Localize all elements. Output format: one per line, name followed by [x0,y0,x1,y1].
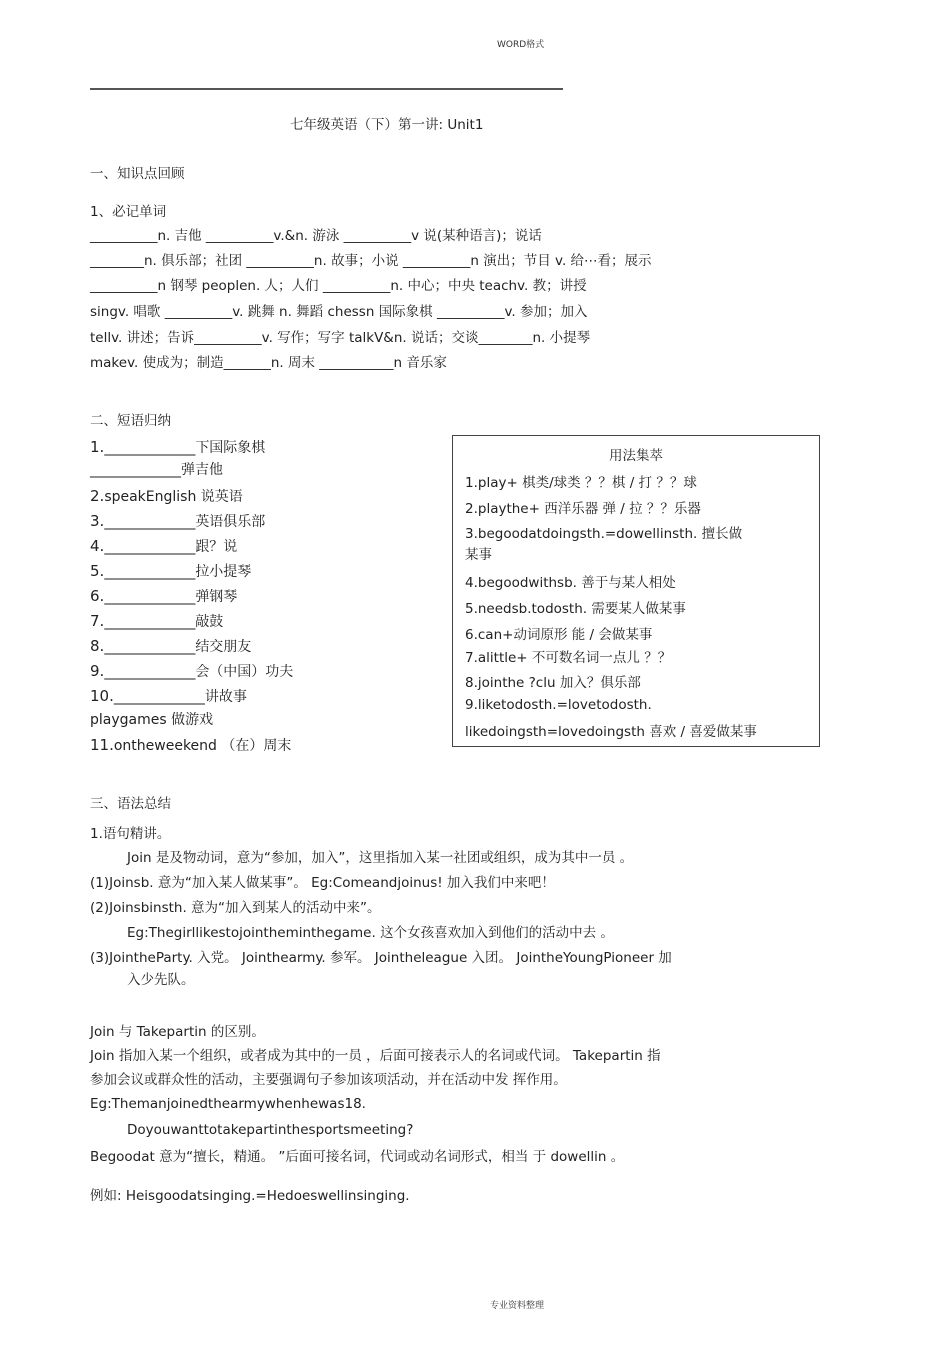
grammar-line: 1.语句精讲。 [90,826,171,842]
usage-line: 5.needsb.todosth. 需要某人做某事 [465,601,686,617]
usage-line: 4.begoodwithsb. 善于与某人相处 [465,575,676,591]
grammar-line: Eg:Themanjoinedthearmywhenhewas18. [90,1096,366,1112]
vocab-line: ________n. 俱乐部；社团 __________n. 故事；小说 __________n 演出；节目 v. 给⋯看；展示 [90,253,652,269]
page-title: 七年级英语（下）第一讲: Unit1 [290,117,484,133]
phrase-text: _____________结交朋友 [104,639,252,655]
phrase-item [90,661,293,681]
phrase-number: 10. [90,687,114,705]
phrase-number: 4. [90,537,105,555]
phrase-text: speakEnglish 说英语 [104,489,243,505]
phrase-text: _____________拉小提琴 [104,564,252,580]
phrase-item [90,437,265,457]
phrase-item [90,686,247,706]
grammar-line: 入少先队。 [127,972,195,988]
phrase-item [90,486,243,506]
section3-heading: 三、语法总结 [90,796,171,812]
section1-heading: 一、知识点回顾 [90,166,185,182]
phrase-text: ontheweekend （在）周末 [113,738,292,754]
vocab-line: tellv. 讲述；告诉__________v. 写作；写字 talkV&n. 说话；交谈________n. 小提琴 [90,330,591,346]
header-format-label: WORD格式 [497,40,545,50]
phrase-text: _____________下国际象棋 [104,440,266,456]
phrase-text: _____________弹钢琴 [104,589,238,605]
phrase-number: 2. [90,487,105,505]
section1-subheading: 1、必记单词 [90,204,167,220]
grammar-line: 参加会议或群众性的活动，主要强调句子参加该项活动，并在活动中发 挥作用。 [90,1072,567,1088]
grammar-line: (1)Joinsb. 意为“加入某人做某事”。 Eg:Comeandjoinus! 加入我们中来吧！ [90,875,555,891]
grammar-line: Join 是及物动词，意为“参加，加入”，这里指加入某一社团或组织，成为其中一员 。 [127,850,634,866]
footer-label: 专业资料整理 [490,1301,545,1311]
phrase-text: _____________英语俱乐部 [104,514,266,530]
phrase-text: playgames 做游戏 [90,712,214,728]
phrase-item [90,536,237,556]
phrase-text: _____________弹吉他 [90,462,223,478]
phrase-item [90,636,251,656]
usage-box-title: 用法集萃 [609,448,663,464]
vocab-line: __________n. 吉他 __________v.&n. 游泳 __________v 说(某种语言)；说话 [90,228,542,244]
header-rule [90,88,563,90]
phrase-number: 6. [90,587,105,605]
usage-line: 8.jointhe ?clu 加入？俱乐部 [465,675,641,691]
phrase-text: _____________会（中国）功夫 [104,664,294,680]
usage-line: 1.play+ 棋类/球类 ？？棋 / 打 ？？球 [465,475,697,491]
phrase-number: 11. [90,736,114,754]
phrase-text: _____________讲故事 [113,689,247,705]
usage-line: 某事 [465,547,492,563]
grammar-line: 例如: Heisgoodatsinging.=Hedoeswellinsinging. [90,1188,410,1204]
vocab-line: singv. 唱歌 __________v. 跳舞 n. 舞蹈 chessn 国际象棋 __________v. 参加；加入 [90,304,588,320]
grammar-line: Doyouwanttotakepartinthesportsmeeting? [127,1122,414,1138]
phrase-number: 5. [90,562,105,580]
phrase-item [90,709,213,729]
usage-line: likedoingsth=lovedoingsth 喜欢 / 喜爱做某事 [465,724,757,740]
usage-line: 9.liketodosth.=lovetodosth. [465,697,652,713]
phrase-number: 3. [90,512,105,530]
phrase-item [90,561,251,581]
phrase-item [90,611,223,631]
phrase-item [90,459,223,479]
usage-line: 6.can+动词原形 能 / 会做某事 [465,627,653,643]
phrase-number: 7. [90,612,105,630]
phrase-text: _____________跟？说 [104,539,238,555]
phrase-text: _____________敲鼓 [104,614,224,630]
phrase-number: 8. [90,637,105,655]
grammar-line: Join 与 Takepartin 的区别。 [90,1024,265,1040]
section2-heading: 二、短语归纳 [90,413,171,429]
vocab-line: __________n 钢琴 peoplen. 人；人们 __________n. 中心；中央 teachv. 教；讲授 [90,278,587,294]
usage-box [452,435,820,747]
phrase-number: 9. [90,662,105,680]
grammar-line: (2)Joinsbinsth. 意为“加入到某人的活动中来”。 [90,900,381,916]
grammar-line: Begoodat 意为“擅长，精通。 ”后面可接名词，代词或动名词形式，相当 于 dowellin 。 [90,1149,625,1165]
grammar-line: (3)JointheParty. 入党。 Jointhearmy. 参军。 Jointheleague 入团。 JointheYoungPioneer 加 [90,950,672,966]
usage-line: 3.begoodatdoingsth.=dowellinsth. 擅长做 [465,526,743,542]
phrase-item [90,735,291,755]
phrase-item [90,511,265,531]
usage-line: 7.alittle+ 不可数名词一点儿 ？？ [465,650,672,666]
vocab-line: makev. 使成为；制造_______n. 周末 ___________n 音乐家 [90,355,447,371]
grammar-line: Eg:Thegirllikestojointheminthegame. 这个女孩喜欢加入到他们的活动中去 。 [127,925,614,941]
phrase-number: 1. [90,438,105,456]
phrase-item [90,586,237,606]
usage-line: 2.playthe+ 西洋乐器 弹 / 拉 ？？乐器 [465,501,701,517]
grammar-line: Join 指加入某一个组织，或者成为其中的一员 ，后面可接表示人的名词或代词。 Takepartin 指 [90,1048,661,1064]
